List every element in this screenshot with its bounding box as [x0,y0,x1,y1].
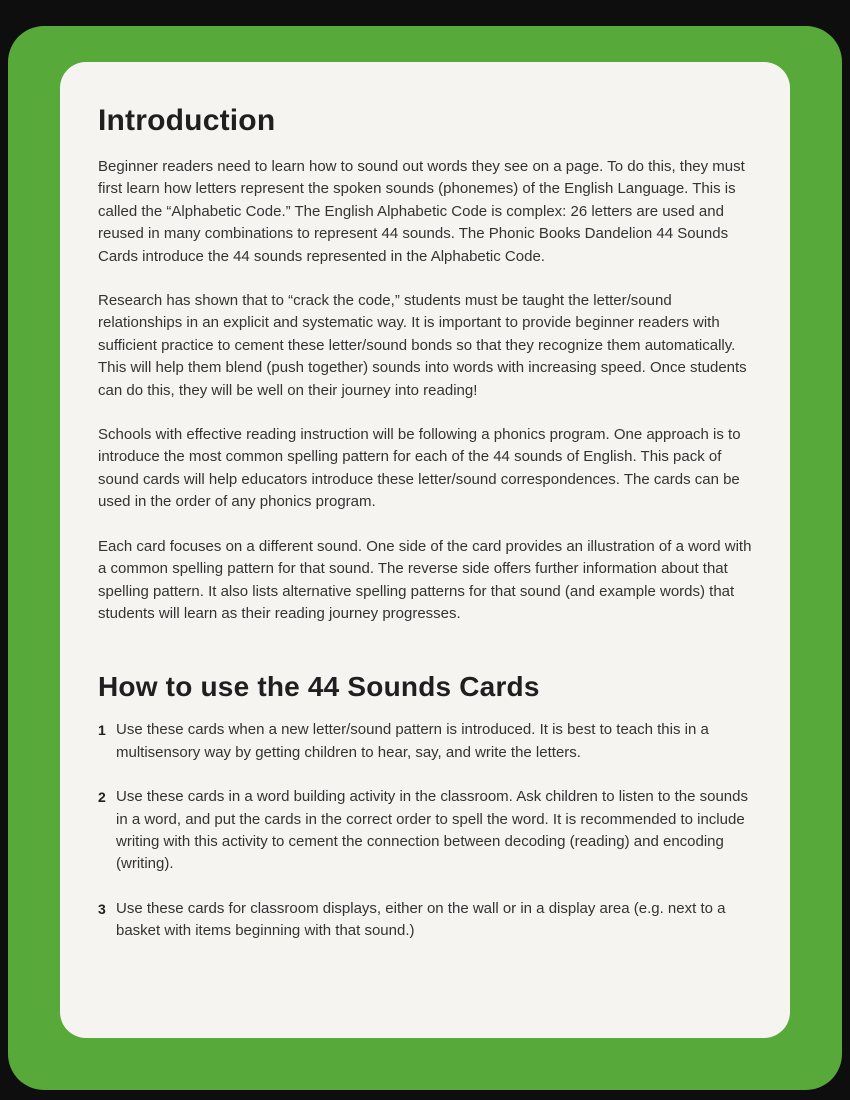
document-card [60,62,790,1038]
howto-title: How to use the 44 Sounds Cards [98,671,540,703]
intro-paragraph-1: Beginner readers need to learn how to sound out words they see on a page. To do this, they must first learn how letters represent the spoken sounds (phonemes) of the English Language. This is called the “Alphabetic Code.” The English Alphabetic Code is complex: 26 letters are used and reused in many combinations to represent 44 sounds. The Phonic Books Dandelion 44 Sounds Cards introduce the 44 sounds represented in the Alphabetic Code. [98,158,745,265]
item-number: 2 [98,789,106,806]
item-text: Use these cards in a word building activity in the classroom. Ask children to listen to the sounds in a word, and put the cards in the correct order to spell the word. It is recommended to include writing with this activity to cement the connection between decoding (reading) and encoding (writing). [116,788,748,873]
item-text: Use these cards for classroom displays, either on the wall or in a display area (e.g. next to a basket with items beginning with that sound.) [116,899,726,940]
intro-paragraph-2: Research has shown that to “crack the code,” students must be taught the letter/sound relationships in an explicit and systematic way. It is important to provide beginner readers with sufficient practice to cement these letter/sound bonds so that they recognize them automatically. This will help them blend (push together) sounds into words with increasing speed. Once students can do this, they will be well on their journey into reading! [98,292,747,399]
item-number: 1 [98,722,106,739]
green-frame [8,26,842,1090]
item-number: 3 [98,900,106,917]
item-text: Use these cards when a new letter/sound pattern is introduced. It is best to teach this in a multisensory way by getting children to hear, say, and write the letters. [116,721,709,761]
howto-item-2 [98,786,748,876]
howto-list [98,719,752,942]
howto-item-3 [98,898,748,943]
howto-item-1 [98,719,748,764]
intro-section [98,104,752,625]
intro-title: Introduction [98,104,276,137]
intro-paragraph-4: Each card focuses on a different sound. One side of the card provides an illustration of a word with a common spelling pattern for that sound. The reverse side offers further information about that spelling pattern. It also lists alternative spelling patterns for that sound (and example words) that students will learn as their reading journey progresses. [98,537,752,622]
intro-paragraph-3: Schools with effective reading instruction will be following a phonics program. One approach is to introduce the most common spelling pattern for each of the 44 sounds of English. This pack of sound cards will help educators introduce these letter/sound correspondences. The cards can be used in the order of any phonics program. [98,426,741,511]
howto-section [98,671,752,942]
